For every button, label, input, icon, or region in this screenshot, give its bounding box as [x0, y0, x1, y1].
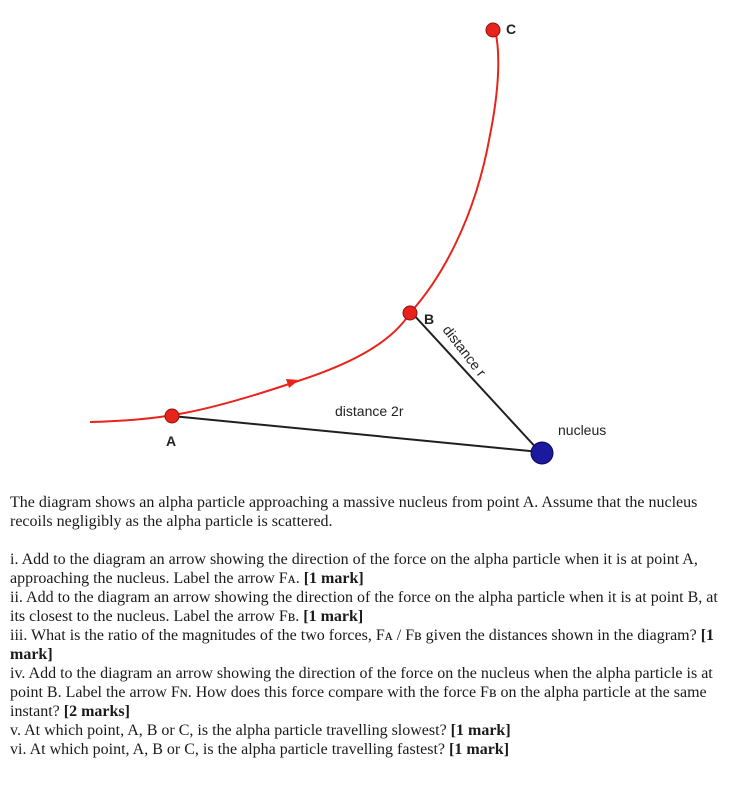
label-nucleus: nucleus — [558, 422, 607, 438]
question-marks: [1 mark] — [449, 741, 510, 758]
question-item — [10, 740, 730, 759]
question-marks: [2 marks] — [63, 703, 130, 720]
question-marks: [1 mark] — [303, 570, 364, 587]
distance-2r-line — [172, 416, 540, 452]
question-item — [10, 664, 730, 721]
nucleus-marker — [531, 442, 553, 464]
question-text: iv. Add to the diagram an arrow showing the direction of the force on the nucleus when the alpha particle is at point B. Label the arrow Fɴ. How does this force compare with the force Fʙ on the alpha particle at the same instant? — [10, 665, 713, 720]
point-b-marker — [403, 306, 417, 320]
question-text: v. At which point, A, B or C, is the alpha particle travelling slowest? — [10, 722, 451, 739]
distance-r-line — [412, 313, 540, 452]
question-text — [10, 493, 730, 759]
point-c-marker — [486, 23, 500, 37]
label-point-a: A — [166, 433, 177, 449]
question-item — [10, 550, 730, 588]
question-text: vi. At which point, A, B or C, is the alpha particle travelling fastest? — [10, 741, 450, 758]
question-text: ii. Add to the diagram an arrow showing the direction of the force on the alpha particle when it is at point B, at its closest to the nucleus. Label the arrow Fʙ. — [10, 589, 718, 625]
question-item — [10, 626, 730, 664]
question-item — [10, 588, 730, 626]
question-item — [10, 721, 730, 740]
question-marks: [1 mark] — [450, 722, 511, 739]
intro-paragraph: The diagram shows an alpha particle approaching a massive nucleus from point A. Assume that the nucleus recoils negligibly as the alpha particle is scattered. — [10, 494, 698, 530]
question-marks: [1 mark] — [10, 627, 715, 663]
label-distance-r: distance r — [439, 321, 490, 380]
label-distance-2r: distance 2r — [335, 403, 404, 419]
label-point-c: C — [506, 21, 517, 37]
label-point-b: B — [424, 311, 435, 327]
question-text: i. Add to the diagram an arrow showing the direction of the force on the alpha particle when it is at point A, approaching the nucleus. Label the arrow Fᴀ. — [10, 551, 698, 587]
question-text: iii. What is the ratio of the magnitudes of the two forces, Fᴀ / Fʙ given the distances shown in the diagram? — [10, 627, 701, 644]
alpha-trajectory — [90, 30, 498, 422]
point-a-marker — [165, 409, 179, 423]
question-list — [10, 550, 730, 759]
trajectory-arrow-icon — [286, 379, 299, 388]
question-marks: [1 mark] — [303, 608, 364, 625]
